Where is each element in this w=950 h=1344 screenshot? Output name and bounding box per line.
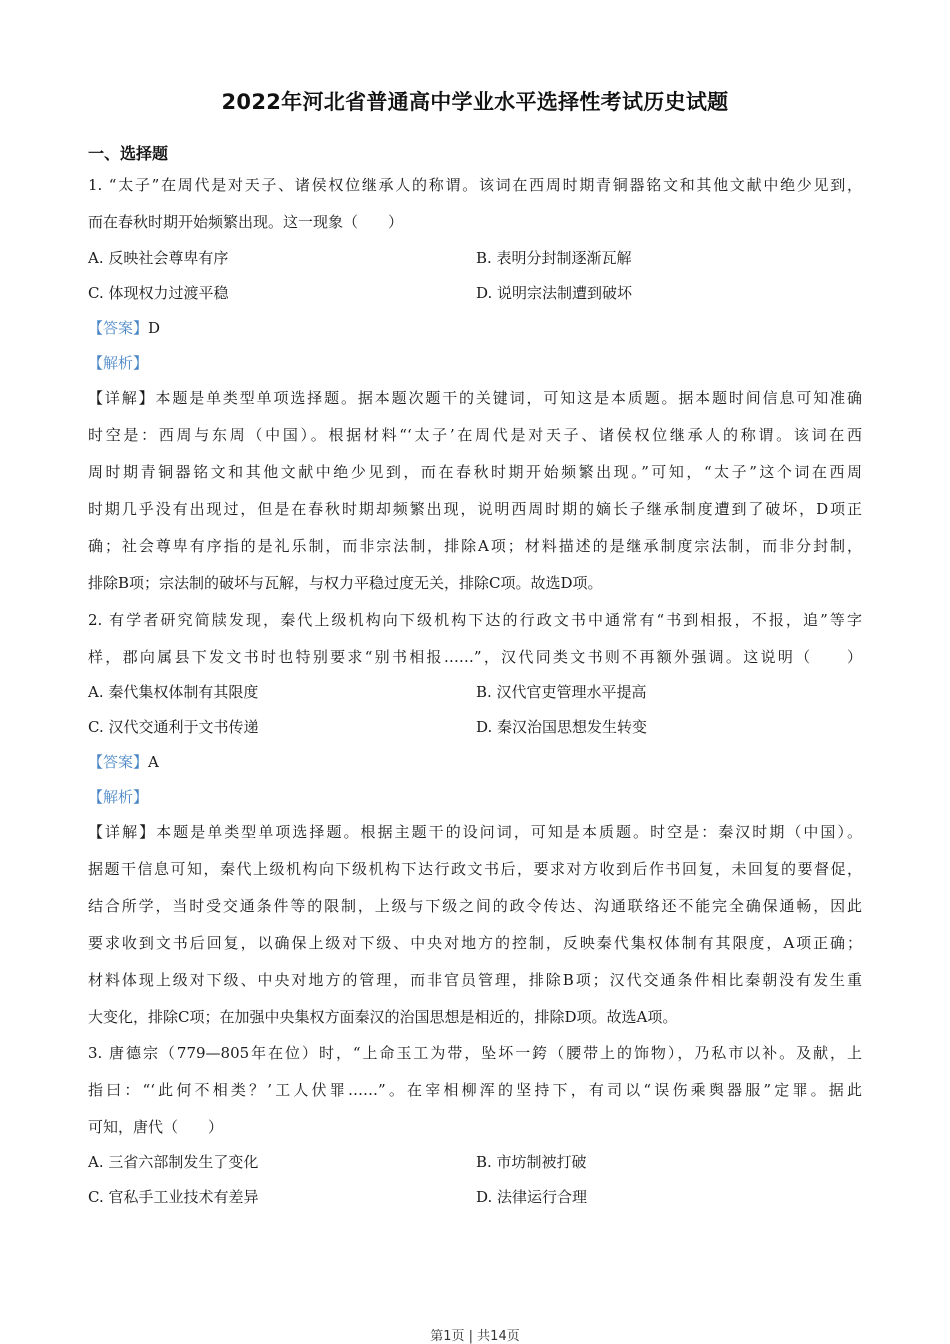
q1-option-b: B. 表明分封制逐渐瓦解 <box>476 249 632 267</box>
answer-value: A <box>148 753 159 771</box>
q2-detail-line-5: 材料体现上级对下级、中央对地方的管理，而非官员管理，排除B项；汉代交通条件相比秦朝没有发生重 <box>88 971 862 989</box>
answer-value: D <box>148 319 161 337</box>
q3-option-a: A. 三省六部制发生了变化 <box>88 1153 259 1171</box>
q2-detail-line-4: 要求收到文书后回复，以确保上级对下级、中央对地方的控制，反映秦代集权体制有其限度，A项正确； <box>88 934 862 952</box>
q2-option-a: A. 秦代集权体制有其限度 <box>88 683 259 701</box>
q2-option-d: D. 秦汉治国思想发生转变 <box>476 718 648 736</box>
section-heading: 一、选择题 <box>88 144 169 163</box>
q2-analysis-tag: 【解析】 <box>88 788 149 806</box>
q2-answer <box>88 752 159 772</box>
answer-tag: 【答案】 <box>88 319 149 337</box>
answer-tag: 【答案】 <box>88 753 149 771</box>
q2-detail-line-3: 结合所学，当时受交通条件等的限制，上级与下级之间的政令传达、沟通联络还不能完全确保通畅，因此 <box>88 897 862 915</box>
q1-stem-line-2: 而在春秋时期开始频繁出现。这一现象（ ） <box>88 213 404 231</box>
document-title: 2022年河北省普通高中学业水平选择性考试历史试题 <box>221 90 729 114</box>
q3-option-b: B. 市坊制被打破 <box>476 1153 587 1171</box>
q3-option-d: D. 法律运行合理 <box>476 1188 588 1206</box>
q3-stem-line-2: 指曰：“‘此何不相类？’工人伏罪……”。在宰相柳浑的坚持下，有司以“误伤乘舆器服”定罪。据此 <box>88 1081 862 1099</box>
q2-stem-line-1: 2. 有学者研究简牍发现，秦代上级机构向下级机构下达的行政文书中通常有“书到相报，不报，追”等字 <box>88 611 862 629</box>
q1-stem-line-1: 1. “太子”在周代是对天子、诸侯权位继承人的称谓。该词在西周时期青铜器铭文和其他文献中绝少见到， <box>88 176 862 194</box>
q2-detail-line-2: 据题干信息可知，秦代上级机构向下级机构下达行政文书后，要求对方收到后作书回复，未回复的要督促， <box>88 860 862 878</box>
q2-detail-line-6: 大变化，排除C项；在加强中央集权方面秦汉的治国思想是相近的，排除D项。故选A项。 <box>88 1008 678 1026</box>
q1-detail-line-3: 周时期青铜器铭文和其他文献中绝少见到，而在春秋时期开始频繁出现。”可知，“太子”这个词在西周 <box>88 463 862 481</box>
q2-option-c: C. 汉代交通利于文书传递 <box>88 718 259 736</box>
detail-text: 本题是单类型单项选择题。据本题次题干的关键词，可知这是本质题。据本题时间信息可知准确 <box>155 389 862 407</box>
q2-detail-line-1 <box>88 822 862 842</box>
q1-detail-line-5: 确；社会尊卑有序指的是礼乐制，而非宗法制，排除A项；材料描述的是继承制度宗法制，而非分封制， <box>88 537 862 555</box>
page-footer: 第1页 | 共14页 <box>430 1329 520 1344</box>
q1-detail-line-4: 时期几乎没有出现过，但是在春秋时期却频繁出现，说明西周时期的嫡长子继承制度遭到了破坏，D项正 <box>88 500 862 518</box>
q3-stem-line-1: 3. 唐德宗（779—805年在位）时，“上命玉工为带，坠坏一銙（腰带上的饰物），乃私市以补。及献，上 <box>88 1044 862 1062</box>
q3-stem-line-3: 可知，唐代（ ） <box>88 1118 224 1136</box>
q1-analysis-tag: 【解析】 <box>88 354 149 372</box>
q1-detail-line-2: 时空是：西周与东周（中国）。根据材料“‘太子’在周代是对天子、诸侯权位继承人的称谓。该词在西 <box>88 426 862 444</box>
detail-text: 本题是单类型单项选择题。根据主题干的设问词，可知是本质题。时空是：秦汉时期（中国）。 <box>156 823 862 841</box>
q1-option-c: C. 体现权力过渡平稳 <box>88 284 229 302</box>
detail-tag: 【详解】 <box>88 389 156 407</box>
q2-option-b: B. 汉代官吏管理水平提高 <box>476 683 647 701</box>
detail-tag: 【详解】 <box>88 823 157 841</box>
q1-option-a: A. 反映社会尊卑有序 <box>88 249 229 267</box>
q2-stem-line-2: 样，郡向属县下发文书时也特别要求“别书相报……”，汉代同类文书则不再额外强调。这说明（ ） <box>88 648 862 666</box>
q1-answer <box>88 318 160 338</box>
q1-option-d: D. 说明宗法制遭到破坏 <box>476 284 633 302</box>
q1-detail-line-1 <box>88 388 862 408</box>
q1-detail-line-6: 排除B项；宗法制的破坏与瓦解，与权力平稳过度无关，排除C项。故选D项。 <box>88 574 603 592</box>
q3-option-c: C. 官私手工业技术有差异 <box>88 1188 259 1206</box>
